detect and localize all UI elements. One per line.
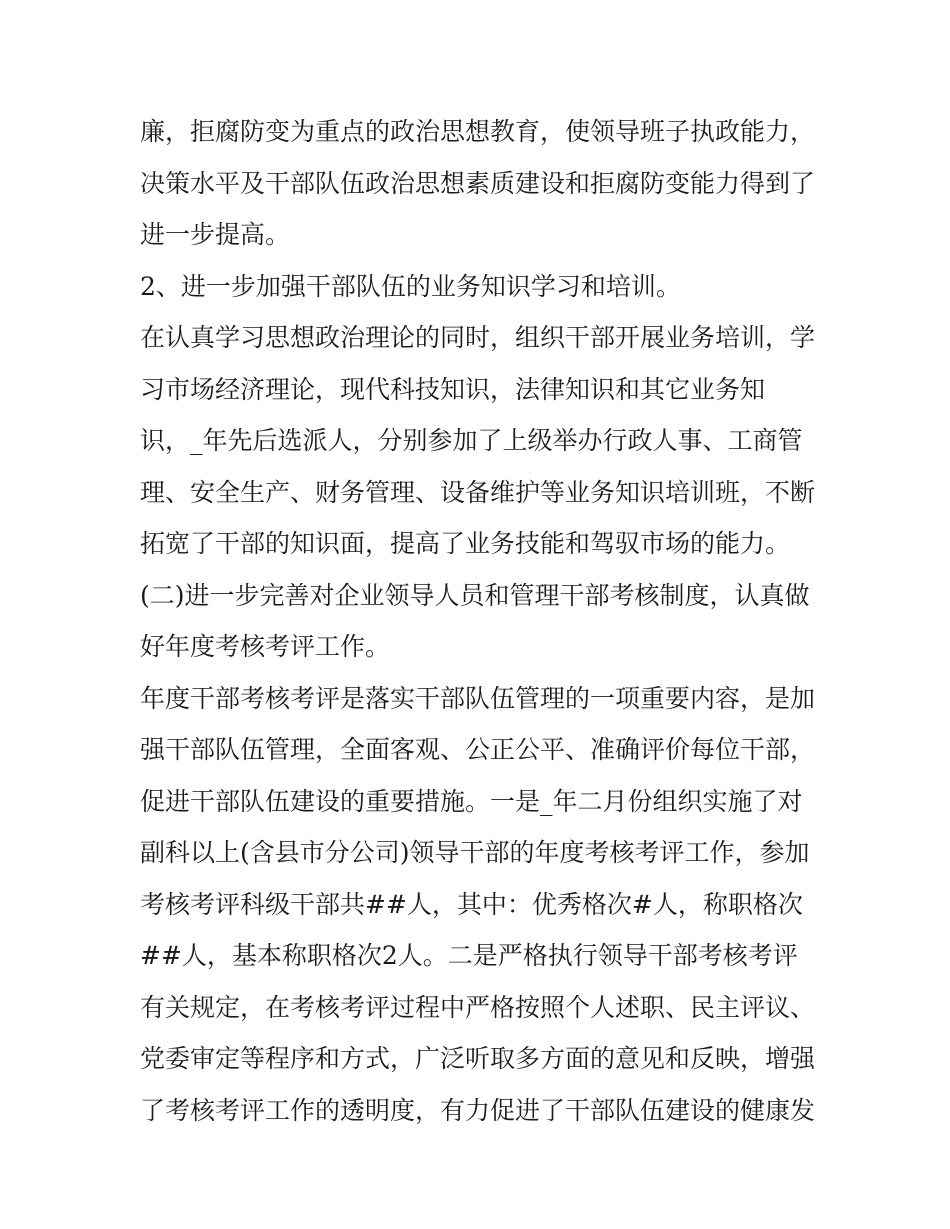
text-line: 考核考评科级干部共##人，其中：优秀格次#人，称职格次 (140, 889, 803, 919)
text-line: 决策水平及干部队伍政治思想素质建设和拒腐防变能力得到了 (140, 168, 816, 198)
section-heading: 好年度考核考评工作。 (140, 632, 391, 661)
text-line: 理、安全生产、财务管理、设备维护等业务知识培训班，不断 (140, 477, 816, 507)
text-line: 了考核考评工作的透明度，有力促进了干部队伍建设的健康发 (140, 1095, 816, 1125)
text-line: 廉，拒腐防变为重点的政治思想教育，使领导班子执政能力， (140, 117, 816, 146)
text-line: 年度干部考核考评是落实干部队伍管理的一项重要内容，是加 (140, 683, 816, 713)
text-line: 进一步提高。 (140, 220, 291, 249)
text-line: 拓宽了干部的知识面，提高了业务技能和驾驭市场的能力。 (140, 529, 791, 558)
text-line: 有关规定，在考核考评过程中严格按照个人述职、民主评议、 (140, 992, 816, 1022)
text-line: 在认真学习思想政治理论的同时，组织干部开展业务培训，学 (140, 323, 816, 352)
text-line: ##人，基本称职格次2人。二是严格执行领导干部考核考评 (140, 941, 798, 970)
text-line: 党委审定等程序和方式，广泛听取多方面的意见和反映，增强 (140, 1044, 816, 1073)
text-line: 强干部队伍管理，全面客观、公正公平、准确评价每位干部， (140, 735, 816, 764)
text-line: 促进干部队伍建设的重要措施。一是_年二月份组织实施了对 (140, 786, 803, 816)
section-heading: 2、进一步加强干部队伍的业务知识学习和培训。 (140, 271, 681, 301)
text-line: 副科以上(含县市分公司)领导干部的年度考核考评工作，参加 (140, 838, 810, 867)
text-line: 识，_年先后选派人，分别参加了上级举办行政人事、工商管 (140, 426, 803, 455)
document-body (140, 106, 820, 1136)
section-heading: (二)进一步完善对企业领导人员和管理干部考核制度，认真做 (140, 580, 810, 610)
text-line: 习市场经济理论，现代科技知识，法律知识和其它业务知 (140, 374, 766, 404)
